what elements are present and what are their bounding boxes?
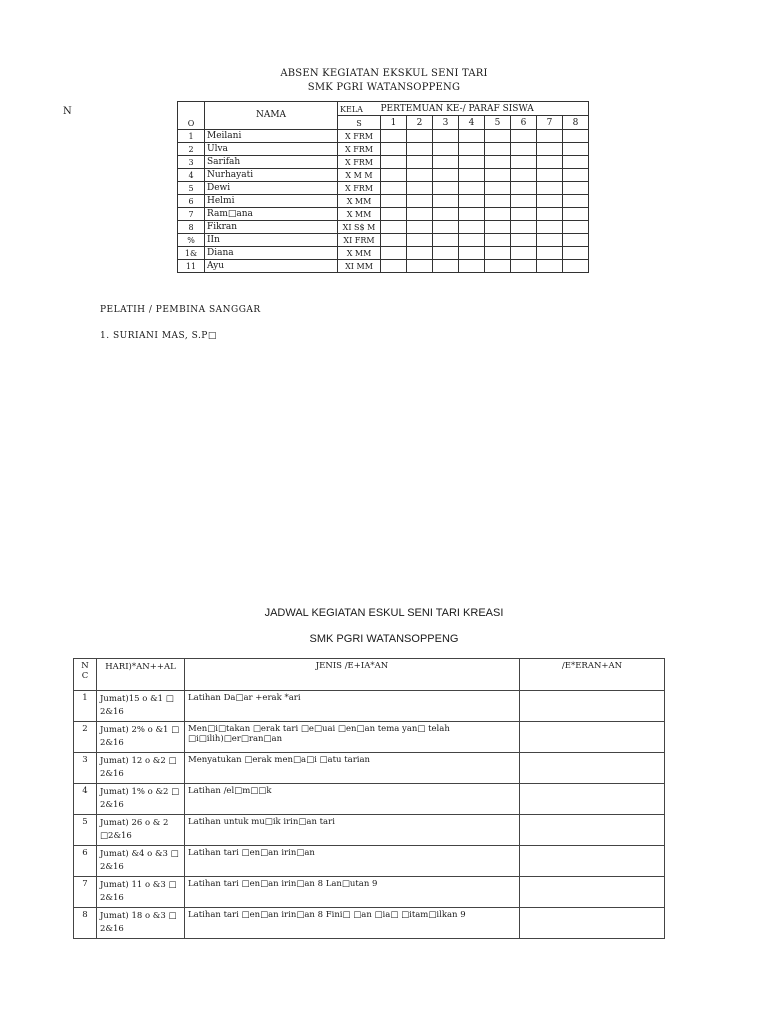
- schedule-hari: [97, 877, 185, 908]
- paraf-cell: [485, 221, 511, 234]
- paraf-cell: [381, 130, 407, 143]
- paraf-cell: [407, 208, 433, 221]
- paraf-cell: [511, 182, 537, 195]
- paraf-cell: [563, 130, 589, 143]
- paraf-cell: [511, 169, 537, 182]
- student-no: 11: [178, 260, 205, 273]
- paraf-cell: [407, 195, 433, 208]
- meeting-number: 6: [511, 116, 537, 130]
- paraf-cell: [433, 208, 459, 221]
- schedule-row: [74, 815, 665, 846]
- student-name: Diana: [205, 247, 338, 260]
- schedule-jenis: Latihan tari □en□an irin□an: [185, 846, 520, 877]
- student-name: Helmi: [205, 195, 338, 208]
- paraf-cell: [381, 143, 407, 156]
- schedule-hari: [97, 815, 185, 846]
- attendance-row: [178, 143, 589, 156]
- paraf-cell: [381, 234, 407, 247]
- student-name: Ulva: [205, 143, 338, 156]
- paraf-cell: [537, 195, 563, 208]
- paraf-cell: [381, 260, 407, 273]
- paraf-cell: [459, 156, 485, 169]
- student-no: 1&: [178, 247, 205, 260]
- schedule-jenis: Latihan Da□ar +erak *ari: [185, 691, 520, 722]
- schedule-keterangan: [520, 908, 665, 939]
- paraf-cell: [511, 234, 537, 247]
- schedule-year: 2&16: [100, 893, 124, 903]
- attendance-header-row: [178, 102, 589, 116]
- paraf-cell: [537, 260, 563, 273]
- schedule-hari: [97, 691, 185, 722]
- paraf-cell: [537, 221, 563, 234]
- schedule-row: [74, 691, 665, 722]
- student-name: Nurhayati: [205, 169, 338, 182]
- paraf-cell: [433, 247, 459, 260]
- attendance-table: [177, 101, 589, 273]
- paraf-cell: [511, 221, 537, 234]
- schedule-row: [74, 908, 665, 939]
- paraf-cell: [563, 221, 589, 234]
- student-kelas: XI MM: [338, 260, 381, 273]
- paraf-cell: [407, 234, 433, 247]
- schedule-date: Jumat) &4 o &3 □: [100, 849, 179, 859]
- paraf-cell: [407, 260, 433, 273]
- paraf-cell: [537, 130, 563, 143]
- paraf-cell: [511, 247, 537, 260]
- paraf-cell: [433, 221, 459, 234]
- paraf-cell: [459, 221, 485, 234]
- student-no: 8: [178, 221, 205, 234]
- schedule-hari: [97, 753, 185, 784]
- student-kelas: X FRM: [338, 130, 381, 143]
- paraf-cell: [563, 169, 589, 182]
- schedule-row: [74, 784, 665, 815]
- student-no: %: [178, 234, 205, 247]
- paraf-cell: [485, 195, 511, 208]
- paraf-cell: [459, 195, 485, 208]
- schedule-date: Jumat) 18 o &3 □: [100, 911, 177, 921]
- schedule-row: [74, 877, 665, 908]
- paraf-cell: [433, 260, 459, 273]
- paraf-cell: [433, 143, 459, 156]
- paraf-cell: [407, 143, 433, 156]
- schedule-table: [73, 658, 665, 939]
- schedule-row: [74, 753, 665, 784]
- attendance-row: [178, 169, 589, 182]
- student-no: 3: [178, 156, 205, 169]
- schedule-keterangan: [520, 815, 665, 846]
- student-name: Sarifah: [205, 156, 338, 169]
- schedule-jenis: Latihan tari □en□an irin□an 8 Lan□utan 9: [185, 877, 520, 908]
- schedule-date: Jumat)15 o &1 □: [100, 694, 174, 704]
- meeting-number: 1: [381, 116, 407, 130]
- schedule-school: SMK PGRI WATANSOPPENG: [309, 633, 459, 645]
- schedule-hari: [97, 846, 185, 877]
- attendance-row: [178, 182, 589, 195]
- schedule-date: Jumat) 2% o &1 □: [100, 725, 180, 735]
- paraf-cell: [485, 208, 511, 221]
- schedule-no: 3: [74, 753, 97, 784]
- student-no: 7: [178, 208, 205, 221]
- paraf-cell: [511, 195, 537, 208]
- header-jenis: JENIS /E+IA*AN: [185, 659, 520, 691]
- paraf-cell: [511, 130, 537, 143]
- paraf-cell: [459, 260, 485, 273]
- schedule-hari: [97, 784, 185, 815]
- paraf-cell: [381, 247, 407, 260]
- number-label: N: [63, 106, 72, 117]
- schedule-keterangan: [520, 877, 665, 908]
- schedule-keterangan: [520, 784, 665, 815]
- student-kelas: XI FRM: [338, 234, 381, 247]
- paraf-cell: [563, 195, 589, 208]
- schedule-date: Jumat) 1% o &2 □: [100, 787, 180, 797]
- header-no-bottom: C: [81, 671, 89, 681]
- paraf-cell: [537, 208, 563, 221]
- student-name: Dewi: [205, 182, 338, 195]
- student-kelas: XI S$ M: [338, 221, 381, 234]
- schedule-year: 2&16: [100, 924, 124, 934]
- student-no: 6: [178, 195, 205, 208]
- schedule-no: 6: [74, 846, 97, 877]
- paraf-cell: [459, 247, 485, 260]
- paraf-cell: [381, 208, 407, 221]
- paraf-cell: [563, 208, 589, 221]
- header-no: O: [178, 102, 205, 130]
- paraf-cell: [537, 182, 563, 195]
- schedule-no: 5: [74, 815, 97, 846]
- meeting-number: 7: [537, 116, 563, 130]
- attendance-row: [178, 260, 589, 273]
- student-name: IIn: [205, 234, 338, 247]
- schedule-keterangan: [520, 846, 665, 877]
- attendance-row: [178, 195, 589, 208]
- paraf-cell: [511, 156, 537, 169]
- header-kelas-top: KELA: [338, 102, 381, 116]
- header-no-top: N: [81, 661, 89, 671]
- student-kelas: X FRM: [338, 182, 381, 195]
- header-no: [74, 659, 97, 691]
- paraf-cell: [459, 143, 485, 156]
- paraf-cell: [563, 247, 589, 260]
- schedule-no: 1: [74, 691, 97, 722]
- pelatih-label: PELATIH / PEMBINA SANGGAR: [100, 305, 261, 315]
- schedule-year: 2&16: [100, 862, 124, 872]
- header-keterangan: /E*ERAN+AN: [520, 659, 665, 691]
- student-no: 4: [178, 169, 205, 182]
- attendance-row: [178, 234, 589, 247]
- student-no: 2: [178, 143, 205, 156]
- meeting-number: 4: [459, 116, 485, 130]
- paraf-cell: [511, 143, 537, 156]
- student-kelas: X MM: [338, 208, 381, 221]
- meeting-number: 2: [407, 116, 433, 130]
- paraf-cell: [407, 182, 433, 195]
- schedule-row: [74, 846, 665, 877]
- paraf-cell: [563, 182, 589, 195]
- schedule-hari: [97, 722, 185, 753]
- header-pertemuan: PERTEMUAN KE-/ PARAF SISWA: [381, 102, 589, 116]
- paraf-cell: [537, 143, 563, 156]
- student-name: Ram□ana: [205, 208, 338, 221]
- meeting-number: 3: [433, 116, 459, 130]
- schedule-year: 2&16: [100, 707, 124, 717]
- paraf-cell: [459, 169, 485, 182]
- paraf-cell: [563, 156, 589, 169]
- header-nama: NAMA: [205, 102, 338, 130]
- schedule-row: [74, 722, 665, 753]
- schedule-year: □2&16: [100, 831, 132, 841]
- paraf-cell: [381, 169, 407, 182]
- paraf-cell: [459, 130, 485, 143]
- paraf-cell: [407, 221, 433, 234]
- paraf-cell: [407, 169, 433, 182]
- schedule-jenis: Men□i□takan □erak tari □e□uai □en□an tema yan□ telah □i□ilih)□er□ran□an: [185, 722, 520, 753]
- header-kelas-bottom: S: [338, 116, 381, 130]
- paraf-cell: [537, 156, 563, 169]
- paraf-cell: [563, 234, 589, 247]
- paraf-cell: [485, 247, 511, 260]
- paraf-cell: [381, 156, 407, 169]
- attendance-title: ABSEN KEGIATAN EKSKUL SENI TARI: [280, 68, 488, 79]
- paraf-cell: [485, 260, 511, 273]
- schedule-jenis: Menyatukan □erak men□a□i □atu tarian: [185, 753, 520, 784]
- meeting-number: 5: [485, 116, 511, 130]
- paraf-cell: [485, 182, 511, 195]
- student-name: Ayu: [205, 260, 338, 273]
- paraf-cell: [511, 208, 537, 221]
- schedule-keterangan: [520, 753, 665, 784]
- student-no: 1: [178, 130, 205, 143]
- paraf-cell: [407, 156, 433, 169]
- schedule-jenis: Latihan untuk mu□ik irin□an tari: [185, 815, 520, 846]
- paraf-cell: [433, 130, 459, 143]
- student-no: 5: [178, 182, 205, 195]
- paraf-cell: [433, 182, 459, 195]
- schedule-year: 2&16: [100, 738, 124, 748]
- paraf-cell: [459, 208, 485, 221]
- schedule-no: 8: [74, 908, 97, 939]
- attendance-row: [178, 156, 589, 169]
- pelatih-name: 1. SURIANI MAS, S.P□: [100, 331, 217, 341]
- paraf-cell: [511, 260, 537, 273]
- paraf-cell: [485, 156, 511, 169]
- paraf-cell: [485, 234, 511, 247]
- paraf-cell: [381, 221, 407, 234]
- paraf-cell: [485, 169, 511, 182]
- student-kelas: X FRM: [338, 156, 381, 169]
- schedule-year: 2&16: [100, 800, 124, 810]
- paraf-cell: [537, 234, 563, 247]
- schedule-date: Jumat) 26 o & 2: [100, 818, 169, 828]
- paraf-cell: [485, 143, 511, 156]
- student-kelas: X FRM: [338, 143, 381, 156]
- paraf-cell: [381, 195, 407, 208]
- paraf-cell: [459, 234, 485, 247]
- schedule-header-row: [74, 659, 665, 691]
- student-name: Fikran: [205, 221, 338, 234]
- paraf-cell: [407, 130, 433, 143]
- attendance-row: [178, 221, 589, 234]
- paraf-cell: [433, 234, 459, 247]
- schedule-hari: [97, 908, 185, 939]
- paraf-cell: [433, 195, 459, 208]
- paraf-cell: [459, 182, 485, 195]
- paraf-cell: [537, 169, 563, 182]
- paraf-cell: [433, 169, 459, 182]
- paraf-cell: [433, 156, 459, 169]
- schedule-keterangan: [520, 722, 665, 753]
- attendance-row: [178, 247, 589, 260]
- paraf-cell: [537, 247, 563, 260]
- schedule-date: Jumat) 11 o &3 □: [100, 880, 177, 890]
- paraf-cell: [407, 247, 433, 260]
- schedule-no: 7: [74, 877, 97, 908]
- paraf-cell: [563, 260, 589, 273]
- student-kelas: X M M: [338, 169, 381, 182]
- schedule-jenis: Latihan /el□m□□k: [185, 784, 520, 815]
- schedule-jenis: Latihan tari □en□an irin□an 8 Fini□ □an □ia□ □itam□ilkan 9: [185, 908, 520, 939]
- paraf-cell: [563, 143, 589, 156]
- attendance-school: SMK PGRI WATANSOPPENG: [307, 82, 461, 93]
- meeting-number: 8: [563, 116, 589, 130]
- attendance-row: [178, 208, 589, 221]
- header-hari: HARI)*AN++AL: [97, 659, 185, 691]
- schedule-date: Jumat) 12 o &2 □: [100, 756, 177, 766]
- schedule-no: 4: [74, 784, 97, 815]
- paraf-cell: [485, 130, 511, 143]
- attendance-row: [178, 130, 589, 143]
- schedule-keterangan: [520, 691, 665, 722]
- schedule-no: 2: [74, 722, 97, 753]
- schedule-title: JADWAL KEGIATAN ESKUL SENI TARI KREASI: [264, 607, 504, 619]
- student-name: Meilani: [205, 130, 338, 143]
- schedule-year: 2&16: [100, 769, 124, 779]
- paraf-cell: [381, 182, 407, 195]
- student-kelas: X MM: [338, 247, 381, 260]
- student-kelas: X MM: [338, 195, 381, 208]
